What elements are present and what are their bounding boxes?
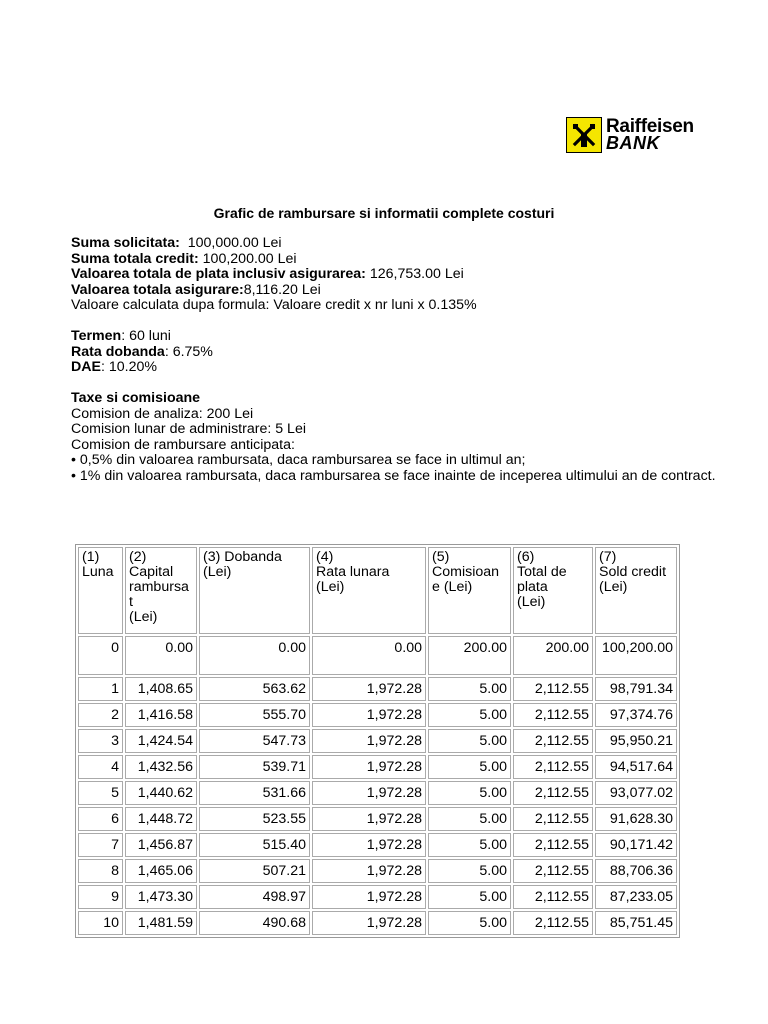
table-cell: 0.00: [125, 636, 197, 675]
valoarea-totala-value: 126,753.00 Lei: [369, 266, 464, 282]
table-cell: 0: [78, 636, 123, 675]
column-header-line: e (Lei): [432, 579, 473, 595]
repayment-table: [75, 544, 680, 938]
column-header-line: Rata lunara: [316, 564, 390, 580]
table-cell: 1,481.59: [125, 911, 197, 935]
column-header-line: (Lei): [203, 564, 232, 580]
table-cell: 2,112.55: [513, 729, 593, 753]
table-cell: 2,112.55: [513, 833, 593, 857]
table-cell: 1,440.62: [125, 781, 197, 805]
asigurare-value: 8,116.20 Lei: [243, 281, 321, 298]
table-cell: 1,456.87: [125, 833, 197, 857]
table-cell: 4: [78, 755, 123, 779]
table-row: [78, 911, 677, 935]
column-header-line: (5): [432, 549, 450, 565]
table-row: [78, 636, 677, 675]
fee-bullet-2: • 1% din valoarea rambursata, daca rambursarea se face inainte de inceperea ultimului an de contract.: [71, 467, 716, 484]
table-cell: 1,473.30: [125, 885, 197, 909]
table-cell: 1,972.28: [312, 859, 426, 883]
suma-totala-value: 100,200.00 Lei: [202, 250, 297, 267]
logo-bank: BANK: [606, 133, 660, 153]
table-cell: 0.00: [199, 636, 310, 675]
table-cell: 7: [78, 833, 123, 857]
table-cell: 2,112.55: [513, 781, 593, 805]
suma-solicitata-line: [71, 236, 731, 252]
table-cell: 1,972.28: [312, 911, 426, 935]
table-cell: 1,448.72: [125, 807, 197, 831]
table-cell: 87,233.05: [595, 885, 677, 909]
column-header-2: [125, 547, 197, 634]
table-row: [78, 807, 677, 831]
table-cell: 490.68: [199, 911, 310, 935]
column-header-line: (Lei): [316, 579, 345, 595]
table-cell: 88,706.36: [595, 859, 677, 883]
table-row: [78, 885, 677, 909]
table-cell: 2,112.55: [513, 755, 593, 779]
table-cell: 8: [78, 859, 123, 883]
column-header-line: plata: [517, 579, 548, 595]
credit-info: [71, 236, 731, 484]
suma-solicitata-value: 100,000.00 Lei: [187, 235, 282, 251]
table-cell: 523.55: [199, 807, 310, 831]
table-cell: 1,465.06: [125, 859, 197, 883]
table-cell: 2,112.55: [513, 703, 593, 727]
table-cell: 5.00: [428, 729, 511, 753]
termen-value: : 60 luni: [121, 328, 171, 344]
column-header-line: (Lei): [599, 579, 628, 595]
table-cell: 547.73: [199, 729, 310, 753]
table-cell: 85,751.45: [595, 911, 677, 935]
column-header-5: [428, 547, 511, 634]
rata-value: : 6.75%: [164, 343, 213, 360]
column-header-line: rambursa: [129, 579, 189, 595]
table-cell: 539.71: [199, 755, 310, 779]
table-cell: 97,374.76: [595, 703, 677, 727]
table-cell: 1,972.28: [312, 703, 426, 727]
column-header-line: (1): [82, 549, 100, 565]
column-header-6: [513, 547, 593, 634]
table-cell: 2,112.55: [513, 807, 593, 831]
valoarea-totala-line: [71, 267, 731, 283]
dae-line: [71, 360, 731, 376]
table-cell: 2: [78, 703, 123, 727]
column-header-line: (Lei): [517, 594, 546, 610]
table-cell: 1,424.54: [125, 729, 197, 753]
column-header-line: Luna: [82, 564, 114, 580]
column-header-1: [78, 547, 123, 634]
table-cell: 1: [78, 677, 123, 701]
table-cell: 5.00: [428, 807, 511, 831]
column-header-line: (4): [316, 549, 334, 565]
fee-analiza: Comision de analiza: 200 Lei: [71, 405, 254, 422]
table-cell: 200.00: [428, 636, 511, 675]
suma-solicitata-label: Suma solicitata:: [71, 235, 180, 251]
table-cell: 5: [78, 781, 123, 805]
suma-totala-label: Suma totala credit:: [71, 250, 199, 267]
column-header-line: Capital: [129, 564, 174, 580]
table-row: [78, 677, 677, 701]
table-row: [78, 755, 677, 779]
table-cell: 200.00: [513, 636, 593, 675]
table-cell: 1,972.28: [312, 729, 426, 753]
table-cell: 1,972.28: [312, 677, 426, 701]
asigurare-line: [71, 283, 731, 299]
table-cell: 507.21: [199, 859, 310, 883]
table-cell: 94,517.64: [595, 755, 677, 779]
table-cell: 6: [78, 807, 123, 831]
table-cell: 498.97: [199, 885, 310, 909]
table-cell: 91,628.30: [595, 807, 677, 831]
asigurare-label: Valoarea totala asigurare:: [71, 281, 244, 298]
table-cell: 5.00: [428, 859, 511, 883]
page-title: Grafic de rambursare si informatii complete costuri: [213, 205, 555, 221]
table-row: [78, 703, 677, 727]
table-cell: 5.00: [428, 703, 511, 727]
table-cell: 2,112.55: [513, 911, 593, 935]
table-cell: 531.66: [199, 781, 310, 805]
table-cell: 5.00: [428, 677, 511, 701]
dae-label: DAE: [71, 359, 101, 375]
table-cell: 515.40: [199, 833, 310, 857]
table-cell: 90,171.42: [595, 833, 677, 857]
fees-heading: [71, 391, 731, 407]
termen-line: [71, 329, 731, 345]
column-header-3: [199, 547, 310, 634]
column-header-line: (3) Dobanda: [203, 549, 282, 565]
column-header-line: (2): [129, 549, 147, 565]
table-cell: 555.70: [199, 703, 310, 727]
table-cell: 5.00: [428, 755, 511, 779]
table-cell: 1,416.58: [125, 703, 197, 727]
table-cell: 2,112.55: [513, 859, 593, 883]
table-cell: 5.00: [428, 911, 511, 935]
table-cell: 1,972.28: [312, 781, 426, 805]
fee-anticipata: Comision de rambursare anticipata:: [71, 436, 295, 453]
raiffeisen-logo: [566, 116, 698, 154]
table-cell: 5.00: [428, 885, 511, 909]
fee-bullet-1: • 0,5% din valoarea rambursata, daca rambursarea se face in ultimul an;: [71, 452, 526, 468]
table-cell: 95,950.21: [595, 729, 677, 753]
table-cell: 93,077.02: [595, 781, 677, 805]
table-row: [78, 781, 677, 805]
logo-name: Raiffeisen: [606, 116, 694, 137]
table-cell: 9: [78, 885, 123, 909]
column-header-line: (6): [517, 549, 535, 565]
table-cell: 1,408.65: [125, 677, 197, 701]
table-cell: 1,972.28: [312, 833, 426, 857]
table-header-row: [78, 547, 677, 634]
table-cell: 5.00: [428, 833, 511, 857]
raiffeisen-gable-icon: [566, 117, 602, 153]
fees-heading-text: Taxe si comisioane: [71, 390, 201, 406]
table-cell: 1,972.28: [312, 885, 426, 909]
column-header-7: [595, 547, 677, 634]
table-cell: 0.00: [312, 636, 426, 675]
fee-lunar: Comision lunar de administrare: 5 Lei: [71, 421, 306, 437]
column-header-line: t: [129, 594, 133, 610]
table-cell: 563.62: [199, 677, 310, 701]
dae-value: : 10.20%: [100, 359, 157, 375]
valoarea-totala-label: Valoarea totala de plata inclusiv asigurarea:: [71, 266, 366, 282]
column-header-line: Sold credit: [599, 564, 667, 580]
table-cell: 1,432.56: [125, 755, 197, 779]
table-row: [78, 859, 677, 883]
termen-label: Termen: [71, 328, 122, 344]
table-cell: 100,200.00: [595, 636, 677, 675]
column-header-line: (7): [599, 549, 617, 565]
table-body: [78, 636, 677, 935]
rata-line: [71, 345, 731, 361]
table-cell: 1,972.28: [312, 755, 426, 779]
rata-label: Rata dobanda: [71, 343, 165, 360]
column-header-line: Total de: [517, 564, 567, 580]
column-header-4: [312, 547, 426, 634]
table-cell: 1,972.28: [312, 807, 426, 831]
table-row: [78, 729, 677, 753]
table-cell: 2,112.55: [513, 885, 593, 909]
suma-totala-line: [71, 252, 731, 268]
formula-line: Valoare calculata dupa formula: Valoare credit x nr luni x 0.135%: [71, 297, 477, 313]
table-cell: 98,791.34: [595, 677, 677, 701]
column-header-line: Comisioan: [432, 564, 500, 580]
table-cell: 2,112.55: [513, 677, 593, 701]
table-cell: 5.00: [428, 781, 511, 805]
table-cell: 3: [78, 729, 123, 753]
table-row: [78, 833, 677, 857]
column-header-line: (Lei): [129, 609, 158, 625]
table-cell: 10: [78, 911, 123, 935]
